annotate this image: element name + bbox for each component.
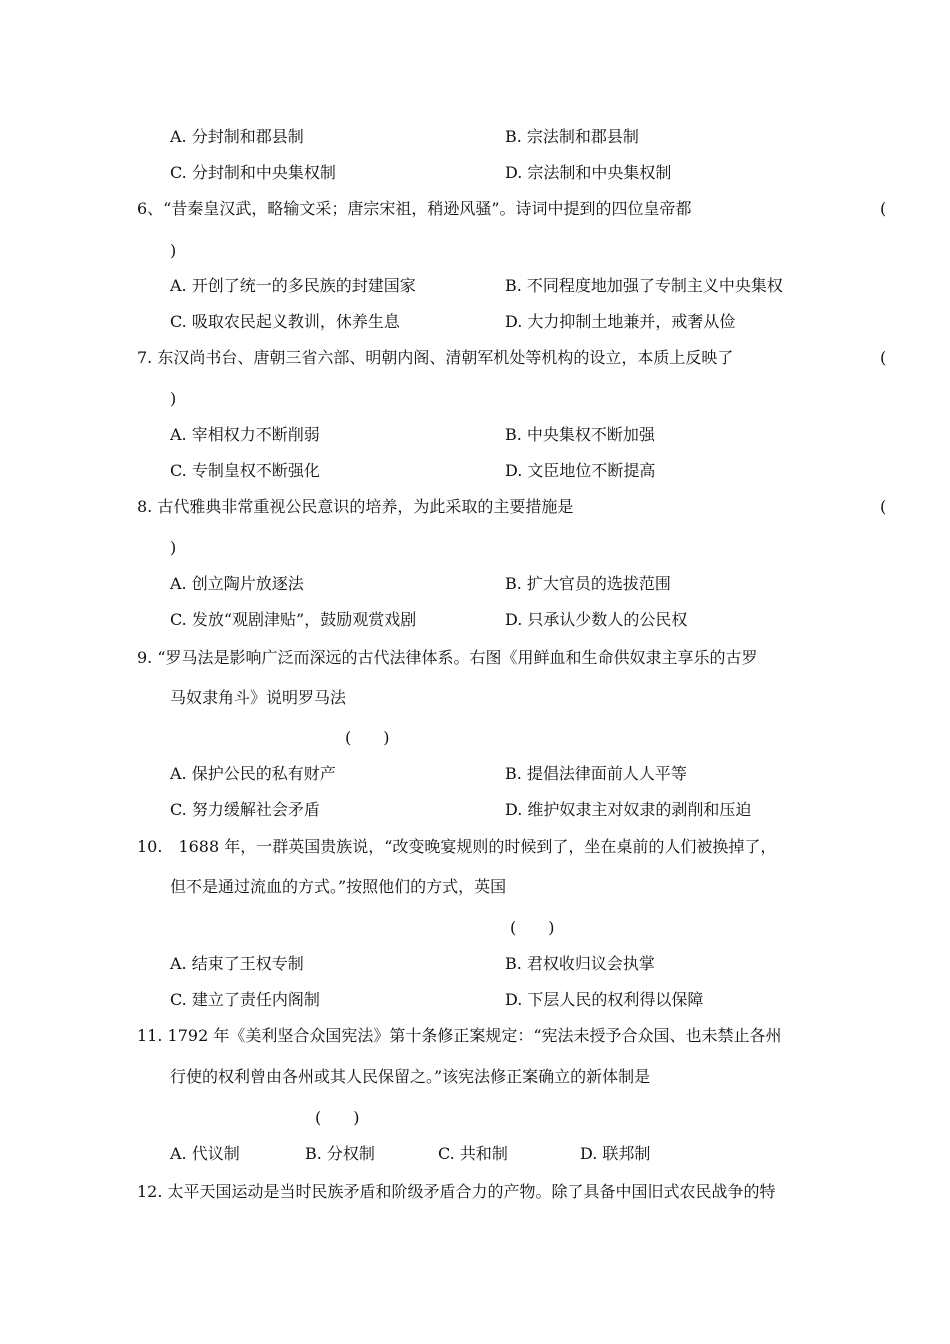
q9-answer-paren: ( ) [345, 728, 390, 747]
q9-option-a: A. 保护公民的私有财产 [170, 764, 336, 783]
q7-stem: 7. 东汉尚书台、唐朝三省六部、明朝内阁、清朝军机处等机构的设立，本质上反映了 [137, 348, 734, 367]
q10-option-a: A. 结束了王权专制 [170, 954, 304, 973]
q6-paren-close: ) [170, 241, 177, 260]
q5-option-a: A. 分封制和郡县制 [170, 127, 304, 146]
q5-option-c: C. 分封制和中央集权制 [170, 163, 336, 182]
q5-option-d: D. 宗法制和中央集权制 [505, 163, 672, 182]
q11-answer-paren: ( ) [315, 1108, 360, 1127]
q8-option-a: A. 创立陶片放逐法 [170, 574, 304, 593]
q8-option-d: D. 只承认少数人的公民权 [505, 610, 688, 629]
q11-option-d: D. 联邦制 [580, 1144, 651, 1163]
q10-option-b: B. 君权收归议会执掌 [505, 954, 655, 973]
q6-paren-open: ( [880, 199, 887, 218]
q8-option-b: B. 扩大官员的选拔范围 [505, 574, 671, 593]
q9-option-b: B. 提倡法律面前人人平等 [505, 764, 687, 783]
q7-option-a: A. 宰相权力不断削弱 [170, 425, 320, 444]
q6-option-a: A. 开创了统一的多民族的封建国家 [170, 276, 416, 295]
q5-option-b: B. 宗法制和郡县制 [505, 127, 639, 146]
q11-option-c: C. 共和制 [438, 1144, 508, 1163]
q8-paren-open: ( [880, 497, 887, 516]
q7-paren-close: ) [170, 389, 177, 408]
q6-option-b: B. 不同程度地加强了专制主义中央集权 [505, 276, 783, 295]
q6-stem: 6、“昔秦皇汉武，略输文采；唐宗宋祖，稍逊风骚”。诗词中提到的四位皇帝都 [137, 199, 692, 218]
q11-stem-line2: 行使的权利曾由各州或其人民保留之。”该宪法修正案确立的新体制是 [170, 1067, 651, 1086]
q10-option-d: D. 下层人民的权利得以保障 [505, 990, 704, 1009]
q7-paren-open: ( [880, 348, 887, 367]
q10-option-c: C. 建立了责任内阁制 [170, 990, 320, 1009]
q10-stem-line2: 但不是通过流血的方式。”按照他们的方式，英国 [170, 877, 507, 896]
q9-stem-line2: 马奴隶角斗》说明罗马法 [170, 688, 347, 707]
q11-option-a: A. 代议制 [170, 1144, 240, 1163]
q9-stem-line1: 9. “罗马法是影响广泛而深远的古代法律体系。右图《用鲜血和生命供奴隶主享乐的古罗 [137, 648, 758, 667]
q7-option-c: C. 专制皇权不断强化 [170, 461, 320, 480]
q9-option-c: C. 努力缓解社会矛盾 [170, 800, 320, 819]
q11-stem-line1: 11. 1792 年《美利坚合众国宪法》第十条修正案规定：“宪法未授予合众国、也未禁止各州 [137, 1026, 782, 1045]
q10-answer-paren: ( ) [510, 918, 555, 937]
q9-option-d: D. 维护奴隶主对奴隶的剥削和压迫 [505, 800, 752, 819]
q6-option-c: C. 吸取农民起义教训，休养生息 [170, 312, 400, 331]
q7-option-b: B. 中央集权不断加强 [505, 425, 655, 444]
q8-paren-close: ) [170, 538, 177, 557]
q10-stem-line1: 10. 1688 年，一群英国贵族说，“改变晚宴规则的时候到了，坐在桌前的人们被换掉了， [137, 837, 777, 856]
q7-option-d: D. 文臣地位不断提高 [505, 461, 656, 480]
q11-option-b: B. 分权制 [305, 1144, 375, 1163]
q6-option-d: D. 大力抑制土地兼并，戒奢从俭 [505, 312, 736, 331]
q12-stem-line1: 12. 太平天国运动是当时民族矛盾和阶级矛盾合力的产物。除了具备中国旧式农民战争的特 [137, 1182, 776, 1201]
q8-stem: 8. 古代雅典非常重视公民意识的培养，为此采取的主要措施是 [137, 497, 574, 516]
q8-option-c: C. 发放“观剧津贴”，鼓励观赏戏剧 [170, 610, 417, 629]
